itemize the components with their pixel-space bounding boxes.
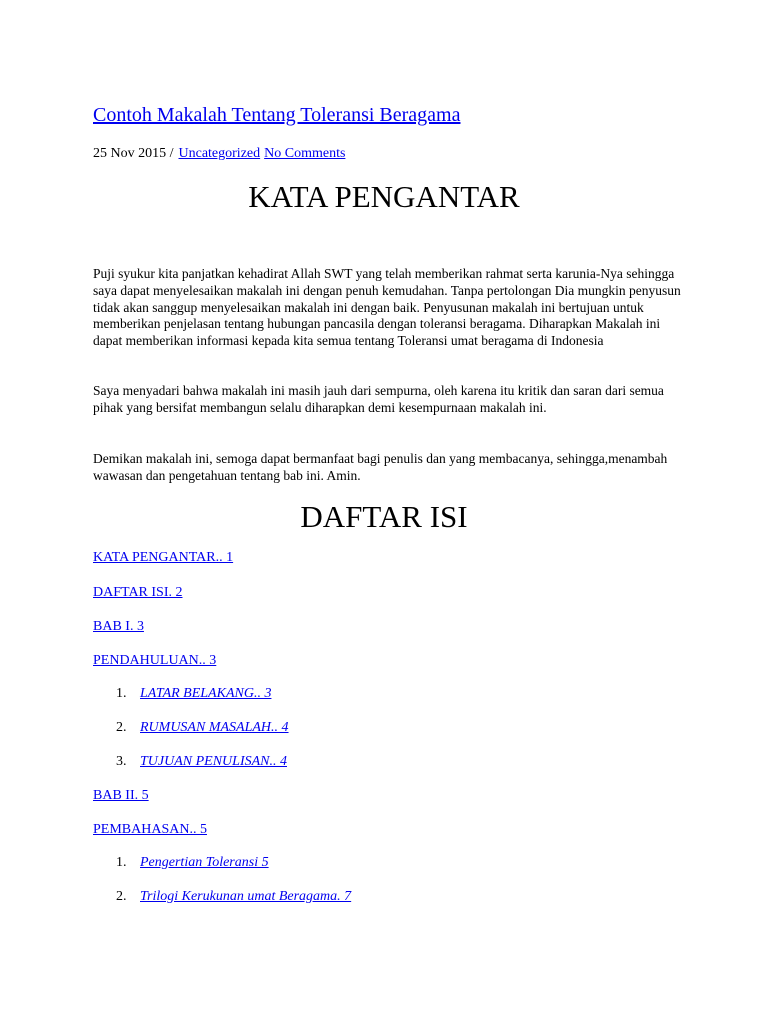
post-meta bbox=[93, 146, 345, 162]
toc-kata-pengantar[interactable]: KATA PENGANTAR.. 1 bbox=[93, 550, 234, 565]
toc-pengertian-toleransi[interactable]: Pengertian Toleransi 5 bbox=[140, 855, 269, 870]
list-number: 1. bbox=[116, 686, 127, 701]
list-number: 1. bbox=[116, 855, 127, 870]
toc-daftar-isi[interactable]: DAFTAR ISI. 2 bbox=[93, 585, 183, 600]
toc-trilogi-kerukunan[interactable]: Trilogi Kerukunan umat Beragama. 7 bbox=[140, 889, 352, 904]
toc-latar-belakang[interactable]: LATAR BELAKANG.. 3 bbox=[140, 686, 272, 701]
daftar-isi-heading: DAFTAR ISI bbox=[300, 499, 468, 534]
toc-bab-2[interactable]: BAB II. 5 bbox=[93, 788, 149, 803]
paragraph-1: Puji syukur kita panjatkan kehadirat Allah SWT yang telah memberikan rahmat serta karunia-Nya sehingga saya dapat menyelesaikan makalah ini dengan penuh kemudahan. Tanpa pertolongan Dia mungkin penyusun tidak akan sanggup menyelesaikan makalah ini dengan baik. Penyusunan makalah ini bertujuan untuk memberikan penjelasan tentang hubungan pancasila dengan toleransi beragama. Diharapkan Makalah ini dapat memberikan informasi kepada kita semua tentang Toleransi umat beragama di Indonesia bbox=[93, 266, 681, 349]
toc-bab-1[interactable]: BAB I. 3 bbox=[93, 619, 144, 634]
paragraph-3: Demikan makalah ini, semoga dapat bermanfaat bagi penulis dan yang membacanya, sehingga,menambah wawasan dan pengetahuan tentang bab ini. Amin. bbox=[93, 451, 668, 483]
list-number: 3. bbox=[116, 754, 127, 769]
kata-pengantar-heading: KATA PENGANTAR bbox=[248, 179, 520, 214]
toc-pendahuluan[interactable]: PENDAHULUAN.. 3 bbox=[93, 653, 217, 668]
list-number: 2. bbox=[116, 720, 127, 735]
toc-rumusan-masalah[interactable]: RUMUSAN MASALAH.. 4 bbox=[140, 720, 289, 735]
paragraph-2: Saya menyadari bahwa makalah ini masih jauh dari sempurna, oleh karena itu kritik dan saran dari semua pihak yang bersifat membangun selalu diharapkan demi kesempurnaan makalah ini. bbox=[93, 383, 664, 415]
list-number: 2. bbox=[116, 889, 127, 904]
post-title-link[interactable]: Contoh Makalah Tentang Toleransi Beragama bbox=[93, 104, 461, 126]
comments-link[interactable]: No Comments bbox=[264, 146, 346, 161]
post-date: 25 Nov 2015 / bbox=[93, 146, 174, 161]
toc-pembahasan[interactable]: PEMBAHASAN.. 5 bbox=[93, 822, 207, 837]
toc-tujuan-penulisan[interactable]: TUJUAN PENULISAN.. 4 bbox=[140, 754, 287, 769]
category-link[interactable]: Uncategorized bbox=[178, 146, 261, 161]
post-title bbox=[93, 104, 460, 127]
